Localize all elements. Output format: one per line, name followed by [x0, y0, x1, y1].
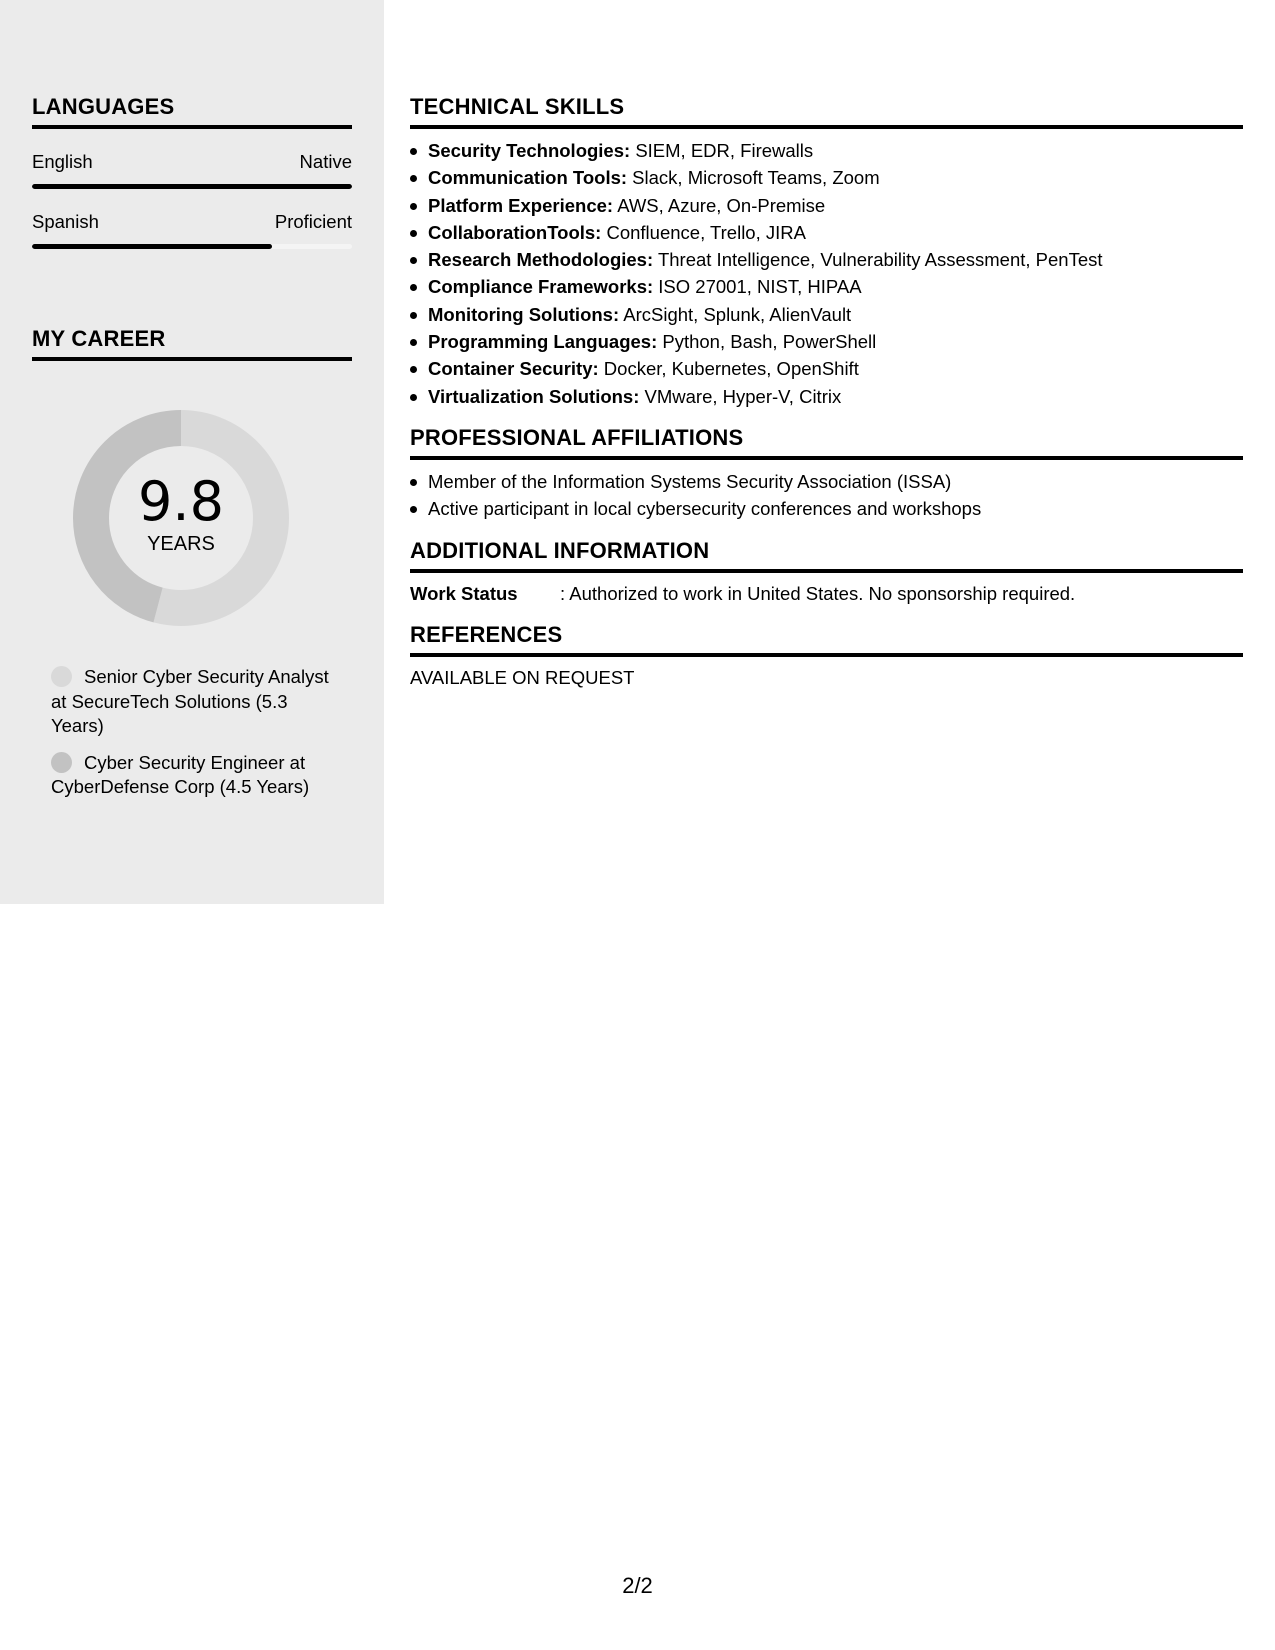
skill-value: Threat Intelligence, Vulnerability Assessment, PenTest: [653, 249, 1103, 271]
skill-label: Monitoring Solutions:: [428, 303, 620, 325]
skill-value: Python, Bash, PowerShell: [657, 331, 877, 353]
additional-info-section: [410, 537, 1243, 607]
list-item: [410, 273, 1243, 300]
language-row: [32, 211, 352, 233]
list-item: [410, 164, 1243, 191]
list-item: [410, 383, 1243, 410]
skill-label: Virtualization Solutions:: [428, 385, 640, 407]
affiliations-list: [410, 468, 1243, 523]
skill-label: Security Technologies:: [428, 140, 631, 161]
work-status-row: [410, 581, 1243, 607]
skill-value: Slack, Microsoft Teams, Zoom: [627, 167, 880, 189]
language-name: English: [32, 151, 93, 172]
page-number: 2/2: [622, 1573, 653, 1598]
career-years-label: YEARS: [147, 533, 215, 555]
language-proficiency-fill: [32, 244, 272, 249]
career-heading: MY CAREER: [32, 325, 352, 361]
skill-label: Compliance Frameworks:: [428, 276, 654, 298]
skill-label: Programming Languages:: [428, 331, 658, 353]
affiliations-heading: PROFESSIONAL AFFILIATIONS: [410, 424, 1243, 460]
sidebar-content: [32, 93, 352, 812]
list-item: [410, 137, 1243, 164]
list-item: [410, 355, 1243, 382]
language-name: Spanish: [32, 211, 99, 232]
references-text: AVAILABLE ON REQUEST: [410, 666, 635, 688]
skill-value: Confluence, Trello, JIRA: [601, 221, 806, 243]
work-status-value: : Authorized to work in United States. No sponsorship required.: [560, 582, 1076, 604]
references-heading: REFERENCES: [410, 621, 1243, 657]
list-item: Active participant in local cybersecurity conferences and workshops: [410, 495, 1243, 522]
legend-dot-icon: [51, 666, 72, 687]
sidebar: [0, 0, 384, 904]
language-item: [32, 211, 352, 249]
language-item: [32, 151, 352, 189]
work-status-label: Work Status: [410, 582, 518, 604]
skill-value: SIEM, EDR, Firewalls: [630, 140, 814, 161]
legend-dot-icon: [51, 752, 72, 773]
skill-value: VMware, Hyper-V, Citrix: [639, 385, 842, 407]
career-donut-chart: [66, 403, 296, 633]
skill-value: Docker, Kubernetes, OpenShift: [598, 358, 859, 380]
technical-skills-heading: TECHNICAL SKILLS: [410, 93, 1243, 129]
career-legend-item: [51, 665, 341, 739]
technical-skills-section: [410, 93, 1243, 410]
skill-value: ISO 27001, NIST, HIPAA: [653, 276, 862, 298]
career-legend-label: Senior Cyber Security Analyst at SecureTech Solutions (5.3 Years): [51, 666, 329, 736]
skill-label: CollaborationTools:: [428, 221, 602, 243]
language-proficiency-bar: [32, 244, 352, 249]
list-item: [410, 192, 1243, 219]
skill-value: AWS, Azure, On-Premise: [613, 194, 826, 216]
references-section: [410, 621, 1243, 691]
technical-skills-list: [410, 137, 1243, 410]
career-total-years: 9.8: [138, 470, 224, 533]
skill-label: Communication Tools:: [428, 167, 628, 189]
main-content: [410, 93, 1243, 705]
list-item: [410, 301, 1243, 328]
languages-heading: LANGUAGES: [32, 93, 352, 129]
language-proficiency-fill: [32, 184, 352, 189]
language-level: Proficient: [274, 211, 352, 232]
language-row: [32, 151, 352, 173]
skill-value: ArcSight, Splunk, AlienVault: [619, 303, 852, 325]
affiliations-section: [410, 424, 1243, 523]
career-legend-label: Cyber Security Engineer at CyberDefense Corp (4.5 Years): [51, 751, 310, 797]
donut-center: [66, 403, 296, 633]
skill-label: Research Methodologies:: [428, 249, 654, 271]
list-item: [410, 328, 1243, 355]
language-proficiency-bar: [32, 184, 352, 189]
career-legend-item: [51, 751, 341, 800]
list-item: [410, 219, 1243, 246]
additional-info-heading: ADDITIONAL INFORMATION: [410, 537, 1243, 573]
list-item: [410, 246, 1243, 273]
career-legend: [51, 665, 341, 800]
skill-label: Container Security:: [428, 358, 599, 380]
skill-label: Platform Experience:: [428, 194, 614, 216]
list-item: Member of the Information Systems Security Association (ISSA): [410, 468, 1243, 495]
language-level: Native: [299, 151, 352, 172]
